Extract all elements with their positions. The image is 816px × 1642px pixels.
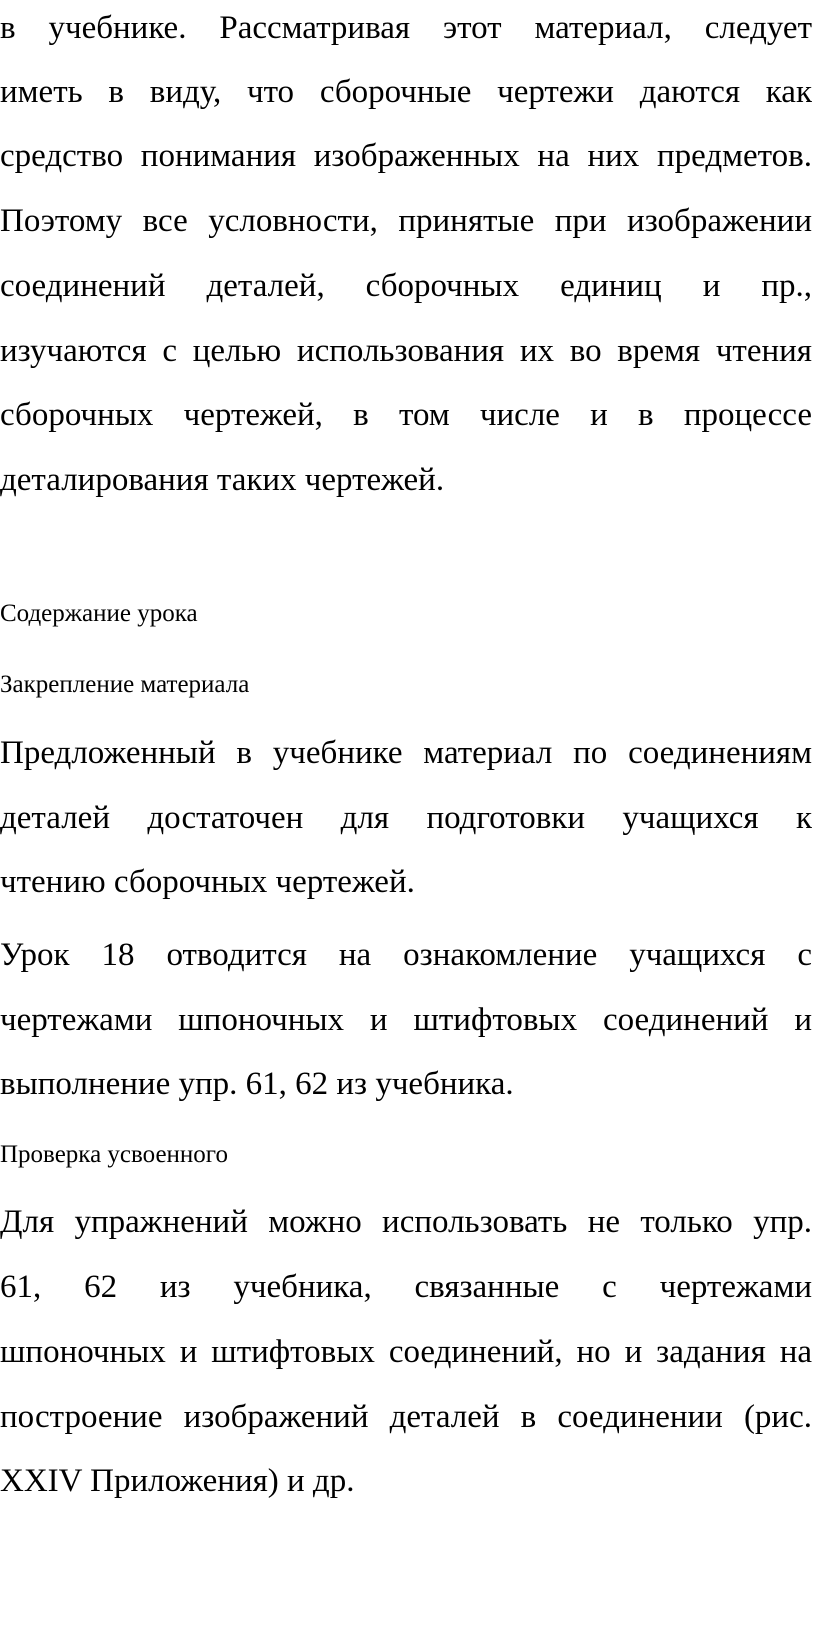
paragraph-4-line-2: 61, 62 из учебника, связанные с чертежами <box>0 1269 812 1305</box>
paragraph-3-line-3: выполнение упр. 61, 62 из учебника. <box>0 1066 514 1102</box>
paragraph-1-line-7: сборочных чертежей, в том числе и в процессе <box>0 397 812 433</box>
paragraph-4-line-5: XXIV Приложения) и др. <box>0 1463 355 1499</box>
paragraph-1-line-4: Поэтому все условности, принятые при изображении <box>0 203 812 239</box>
paragraph-2-line-3: чтению сборочных чертежей. <box>0 864 415 900</box>
paragraph-1-line-5: соединений деталей, сборочных единиц и пр., <box>0 268 812 304</box>
paragraph-2-line-2: деталей достаточен для подготовки учащихся к <box>0 800 812 836</box>
paragraph-4-line-4: построение изображений деталей в соединении (рис. <box>0 1399 812 1435</box>
heading-consolidation: Закрепление материала <box>0 671 250 698</box>
paragraph-1-line-6: изучаются с целью использования их во время чтения <box>0 333 812 369</box>
paragraph-1-line-8: деталирования таких чертежей. <box>0 462 445 498</box>
paragraph-3-line-2: чертежами шпоночных и штифтовых соединений и <box>0 1002 812 1038</box>
paragraph-4-line-1: Для упражнений можно использовать не только упр. <box>0 1204 812 1240</box>
paragraph-3-line-1: Урок 18 отводится на ознакомление учащихся с <box>0 937 812 973</box>
paragraph-1-line-2: иметь в виду, что сборочные чертежи даются как <box>0 74 812 110</box>
heading-lesson-content: Содержание урока <box>0 600 198 627</box>
paragraph-2-line-1: Предложенный в учебнике материал по соединениям <box>0 735 812 771</box>
paragraph-1-line-1: в учебнике. Рассматривая этот материал, следует <box>0 10 812 46</box>
paragraph-1-line-3: средство понимания изображенных на них предметов. <box>0 138 812 174</box>
heading-check: Проверка усвоенного <box>0 1141 228 1168</box>
paragraph-4-line-3: шпоночных и штифтовых соединений, но и задания на <box>0 1334 812 1370</box>
